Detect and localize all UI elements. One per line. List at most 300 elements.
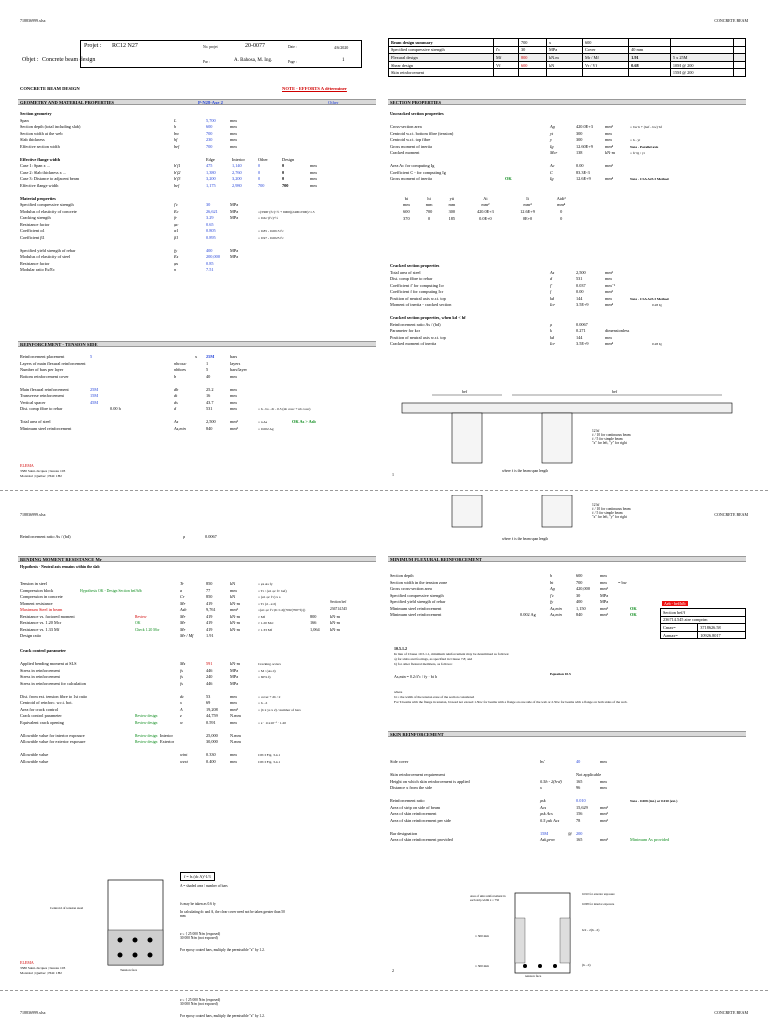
row-label: Reinforcement placement xyxy=(20,354,65,359)
summary-row-extra xyxy=(670,46,733,54)
row-value: 700 xyxy=(206,130,213,136)
row-unit: mm² xyxy=(600,811,608,816)
main-title: CONCRETE BEAM DESIGN xyxy=(20,86,80,91)
row-label: Effective flange width xyxy=(20,156,61,162)
row-label: Crack control parameter xyxy=(20,713,62,718)
row-bar: 15M xyxy=(90,393,99,398)
row-symbol: ρsk xyxy=(540,798,546,803)
row-unit: mm xyxy=(310,169,317,175)
row-symbol: dt xyxy=(174,393,178,398)
firm-name: ELEMA xyxy=(20,463,34,468)
row-value: 419 xyxy=(206,600,213,606)
row-value: 0.00 xyxy=(576,163,584,168)
row-symbol: Mr xyxy=(180,613,186,619)
row-ok: OK As > Asb xyxy=(292,419,316,424)
row-label: Specified compressive strength xyxy=(390,592,444,598)
row-other: 0 xyxy=(258,169,261,175)
row-value: 43.7 xyxy=(206,399,214,405)
row-edge: 3,200 xyxy=(206,176,216,181)
row-label: Main flexural reinforcement xyxy=(20,386,69,392)
row-value: 69 xyxy=(206,700,211,705)
row-symbol: f' xyxy=(550,282,553,288)
row-label: Span xyxy=(20,117,29,123)
row-note: = bw·h + (bef - bw)·hf xyxy=(630,125,662,129)
row-n2: 166 xyxy=(310,620,317,625)
summary-row-unit: kN xyxy=(547,61,583,69)
row-bar: 45M xyxy=(90,399,99,405)
row-note: ≥ Mf xyxy=(258,614,266,619)
row-unit: mm xyxy=(600,759,607,764)
row-label: Minimum steel reinforcement xyxy=(20,425,72,431)
row-symbol: Tr xyxy=(180,581,184,586)
row-label: Uncracked section properties xyxy=(390,111,444,116)
row-symbol: As,min xyxy=(550,612,562,617)
svg-text:bef: bef xyxy=(612,389,618,394)
row-value: 446 xyxy=(206,667,213,673)
row-unit: N.mm xyxy=(230,732,241,738)
crack-figure xyxy=(50,870,305,980)
row-unit: MPa xyxy=(230,208,239,214)
component-row-cell: 370 xyxy=(403,215,410,221)
row-unit: kN xyxy=(230,581,236,586)
component-head-cell: bi xyxy=(404,195,409,201)
summary-row-key-value: 40 mm xyxy=(629,46,671,54)
row-edge: 1,380 xyxy=(206,169,216,175)
summary-row-sym: Mf xyxy=(494,54,519,62)
row-symbol: Ig xyxy=(550,143,554,149)
minflex-side-title: Section bef/f xyxy=(661,609,746,617)
row-unit: mm² xyxy=(600,586,608,591)
row-symbol: b xyxy=(174,373,177,379)
row-note: = 60% fy xyxy=(258,675,272,679)
summary-title: Beam design summary xyxy=(389,39,494,47)
row-note: = (b x ys x 2) / number of bars xyxy=(258,707,301,712)
row-unit: mm xyxy=(605,276,612,281)
row-label: Gross moment of inertia xyxy=(390,143,432,149)
row-note: 0.28 Ig xyxy=(652,303,662,307)
row-value: 0.271 xyxy=(576,328,586,333)
row-label: Design ratio xyxy=(20,633,42,638)
row-unit: mm xyxy=(310,163,317,168)
row-value: 400 xyxy=(576,599,583,604)
row-label: Allowable value xyxy=(20,758,49,764)
row-symbol: b'f3 xyxy=(174,176,181,181)
date-value: 4/6/2020 xyxy=(334,45,349,50)
proj-no-value: 20-0077 xyxy=(245,43,265,49)
row-symbol: Cr xyxy=(180,594,185,599)
row-symbol: y xyxy=(550,137,552,142)
row-label: Compression in concrete xyxy=(20,594,63,599)
row-pre: 236714.545 xyxy=(330,606,348,611)
row-value: 700 xyxy=(206,143,213,149)
row-at: @ xyxy=(568,830,572,836)
by-value: A. Bahosa, M. Ing. xyxy=(234,58,273,63)
row-label: Resistance factor xyxy=(20,221,50,227)
row-symbol: Ag xyxy=(550,124,555,129)
figure-number-1: 1 xyxy=(392,472,394,477)
row-label: Number of bars per layer xyxy=(20,367,64,372)
skin-area-note: Area of skin reinforcement in each strip width x = 750 xyxy=(470,894,506,902)
row-label: Coefficient f' for computing Icr xyxy=(390,282,444,288)
component-row-cell: 0.0E+0 xyxy=(479,215,492,221)
skin-rows xyxy=(390,759,746,844)
row-label: Section width in the tension zone xyxy=(390,579,448,585)
row-value: 0.00 xyxy=(576,289,584,294)
summary-row-extra: 5 x 25M xyxy=(670,54,733,62)
minflex-side-r3-v: 10926.8017 xyxy=(698,631,746,639)
row-value: 0.0067 xyxy=(576,321,588,327)
row-label: Crack control parameter xyxy=(20,648,66,653)
ratio-sym: ρ xyxy=(183,534,186,539)
rebar-rows xyxy=(20,354,376,432)
component-row-cell: 300 xyxy=(448,208,456,214)
row-symbol: kd xyxy=(550,334,555,340)
row-symbol: Es xyxy=(174,254,179,259)
row-symbol: f xyxy=(550,289,552,294)
summary-row-extra: 15M @ 200 xyxy=(670,69,733,77)
row-note: = fr·Ig / yt xyxy=(630,151,645,155)
row-unit: mm xyxy=(310,182,317,188)
row-symbol: fy xyxy=(174,247,178,253)
row-symbol: fr xyxy=(174,215,177,220)
row-value: 138 xyxy=(576,150,583,155)
row-n3: kN·m xyxy=(330,613,341,619)
row-note: = 0.002 Ag xyxy=(258,426,274,431)
row-symbol: z xyxy=(180,713,182,718)
row xyxy=(20,267,376,274)
row-design: 0 xyxy=(282,169,285,175)
row-symbol: bs' xyxy=(540,759,545,764)
clause-eq-label: Equation 10.5 xyxy=(550,672,571,676)
row-symbol: bef xyxy=(174,143,180,149)
component-units xyxy=(395,202,575,209)
row-unit: kN·m xyxy=(230,613,241,619)
row-unit: mm xyxy=(600,785,607,790)
row-label: Modulus of elasticity of steel xyxy=(20,254,71,259)
row-value: 0.895 xyxy=(206,234,216,240)
skin-dim2: ≤ 300 mm xyxy=(475,964,489,968)
component-row-cell: 0E+0 xyxy=(522,215,533,221)
crack-formula: f = fs (dc A)^1/3 xyxy=(180,872,215,881)
ratio-label: Reinforcement ratio As / (bd) xyxy=(20,534,71,539)
cracked-rows xyxy=(390,263,746,348)
summary-row-label: Flexural design xyxy=(389,54,494,62)
row-symbol: b'f2 xyxy=(174,169,181,175)
component-row-cell: 185 xyxy=(448,215,456,221)
row-unit: mm² xyxy=(600,817,608,823)
row-design: 700 xyxy=(282,182,289,188)
row-label: Parameter for kcr xyxy=(390,328,421,333)
rebar-bar xyxy=(18,341,376,347)
component-head-cell: Aidi² xyxy=(556,195,566,201)
row-symbol: fy xyxy=(550,599,554,604)
row-symbol: Mr / Mf xyxy=(180,633,194,638)
row-value: 12.60E+9 xyxy=(576,143,593,149)
row-label: Cracking strength xyxy=(20,215,51,220)
crack-centroid: Centroid of tension steel xyxy=(50,906,84,910)
row-symbol: A xyxy=(180,706,183,712)
row-symbol: As xyxy=(550,269,555,275)
row-note: 0.28 Ig xyxy=(652,342,662,346)
row-note: CPCI Fig. 3.4.1 xyxy=(258,759,281,764)
row-unit: layers xyxy=(230,360,241,366)
row-unit: N.mm xyxy=(230,713,241,718)
row-symbol: Asb xyxy=(180,607,187,612)
crack-tension: Tension face xyxy=(120,968,138,972)
component-head-cell: yti xyxy=(449,195,455,201)
row-label: Section width at the web xyxy=(20,130,63,136)
row xyxy=(390,612,680,619)
skin-face: tension face xyxy=(525,974,542,978)
row-expr: 0.002 Ag xyxy=(520,612,536,617)
row-label: Resistance vs. 1.20 Mcr xyxy=(20,620,62,625)
page-value: 1 xyxy=(342,58,345,63)
row-value: 850 xyxy=(206,581,213,586)
row-value: 0.037 xyxy=(576,282,586,288)
row-unit: kN·m xyxy=(230,661,241,666)
row-unit: bars xyxy=(230,354,238,359)
row-label: Effective flange width xyxy=(20,182,59,188)
row-unit: mm⁴ xyxy=(605,176,614,181)
row-value: 230 xyxy=(206,137,213,142)
row-value: 531 xyxy=(206,406,213,411)
row-unit: mm⁴ xyxy=(605,143,614,149)
row-unit: mm² xyxy=(605,163,613,168)
row-value: 83.3E-3 xyxy=(576,169,590,175)
row-value: 419 xyxy=(206,620,213,625)
clause-head: 10.5.1.2 xyxy=(394,646,407,651)
row-symbol: Ig xyxy=(550,176,554,181)
row-label: Skin reinforcement requirement xyxy=(390,772,445,777)
row-unit: mm xyxy=(230,693,237,699)
proj-no-label: No. projet xyxy=(203,45,218,49)
row-interior: 2,760 xyxy=(232,169,242,175)
row-symbol: Icr xyxy=(550,341,556,346)
row-unit: mm² xyxy=(600,804,608,810)
row-unit: mm² xyxy=(230,419,238,424)
summary-row-label: Shear design xyxy=(389,61,494,69)
file-label: 718836999.xlsx xyxy=(20,18,46,23)
clause-eq: As,min = 0.2√f'c / fy · bt h xyxy=(394,674,437,679)
summary-dim-w: 700 xyxy=(519,39,547,47)
row-unit: MPa xyxy=(230,202,239,207)
row-label: Area Ac for computing Ig xyxy=(390,163,435,168)
crack-rows xyxy=(20,648,376,765)
row-label: Modulus of elasticity of concrete xyxy=(20,208,77,214)
row-label: Modular ratio Es/Ec xyxy=(20,267,55,272)
row-symbol: d xyxy=(174,406,177,411)
row-n2: 800 xyxy=(310,613,317,619)
row-ok: OK xyxy=(505,176,512,181)
row-value: 77 xyxy=(206,587,211,593)
row-symbol: ds xyxy=(174,399,178,405)
row-n3: kN·m xyxy=(330,626,341,632)
row-value: 1 xyxy=(206,360,209,366)
row-symbol: 0.5 ρsk Acs xyxy=(540,817,560,823)
row-symbol: bw xyxy=(174,130,180,136)
row-unit: mm xyxy=(230,124,237,129)
row-value: 40 xyxy=(576,759,581,764)
row-label: Position of neutral axis w.r.t. top xyxy=(390,334,446,340)
row-unit: MPa xyxy=(230,667,239,673)
row-symbol: Ag xyxy=(550,586,555,591)
row-unit: mm xyxy=(230,393,237,398)
file-label-p2: 718836999.xlsx xyxy=(20,512,46,517)
tbeam-cases: 12 hf ℓ / 10 for continuous beam ℓ / 5 for simple beam "x" for left, "y" for right xyxy=(592,429,631,445)
row-value: 0.85 xyxy=(206,260,214,266)
note-title: NOTE - EFFORTS A déterminer xyxy=(282,86,347,91)
row-interior: Interior xyxy=(232,156,245,162)
row-label: Side cover xyxy=(390,759,409,764)
moment-bar-title: BENDING MOMENT RESISTANCE Mr xyxy=(20,557,102,562)
summary-row-sym: Vf xyxy=(494,61,519,69)
row-value: 420,000 xyxy=(576,586,590,591)
row-flag: OK xyxy=(135,621,141,625)
row-label: Moment resistance xyxy=(20,600,53,606)
row-note: ≥ 1.33 Mf xyxy=(258,627,273,632)
row-symbol: 0.5h - 2(h-d) xyxy=(540,778,562,784)
crack-bars-note: For epoxy coated bars, multiply the permissible "z" by 1.2. xyxy=(180,948,265,952)
row-symbol: dc xyxy=(180,693,185,699)
row-symbol: fs xyxy=(180,674,183,679)
component-units-cell: mm xyxy=(403,202,410,208)
row-label: Area of skin reinforcement xyxy=(390,811,437,816)
row xyxy=(390,837,746,844)
geometry-other: Other xyxy=(328,100,339,105)
tbeam-figure xyxy=(392,385,747,480)
row-unit: mm xyxy=(600,579,607,585)
rebar-bar-title: REINFORCEMENT - TENSION SIDE xyxy=(20,342,98,347)
row-unit: mm xyxy=(230,587,237,593)
row-label: Specified yield strength of rebar xyxy=(20,247,76,253)
row-value: 531 xyxy=(576,276,583,281)
row-bar2: 0.00 h xyxy=(110,406,121,411)
component-row-cell: 600 xyxy=(403,208,410,214)
row-value: 591 xyxy=(206,661,213,666)
row-unit: mm xyxy=(605,130,612,136)
row-value: 25,000 xyxy=(206,732,218,738)
row-label: Tension in steel xyxy=(20,581,47,586)
row-symbol: fs xyxy=(180,667,183,673)
row-label: Position of neutral axis w.r.t. top xyxy=(390,295,446,301)
component-head-cell: Ii xyxy=(526,195,529,201)
row-unit: mm xyxy=(605,334,612,340)
summary-row-value: 600 xyxy=(519,61,547,69)
row-note: =(3300·(f'c)^½ + 6900)(2400/2300)^1.5 xyxy=(258,209,315,214)
firm-addr2-p2: Montréal | Québec | H4C 1H2 xyxy=(20,971,62,975)
row-symbol: L xyxy=(174,117,177,123)
row-value: 3.5E+9 xyxy=(576,302,589,307)
row-symbol: nbcouc xyxy=(174,360,187,366)
row-unit: mm xyxy=(230,399,237,405)
row-unit: mm² xyxy=(605,289,613,294)
row-value: 53 xyxy=(206,693,211,699)
row-interior: 1,140 xyxy=(232,163,242,168)
crack-a-note: A = shaded area / number of bars xyxy=(180,884,228,888)
tbeam-span-note-repeat: where ℓ is the beam span length xyxy=(502,537,549,541)
tbeam-drawing xyxy=(392,385,747,480)
project-label: Projet : xyxy=(84,43,102,49)
row-symbol: As xyxy=(174,419,179,424)
row-label: Allowable value for interior exposure xyxy=(20,732,85,738)
row-unit: mm⁴ xyxy=(605,341,614,346)
row-unit: MPa xyxy=(230,254,239,259)
row-value: 96 xyxy=(576,785,581,790)
section-label-p3: CONCRETE BEAM xyxy=(714,1010,748,1015)
row-label: Specified compressive strength xyxy=(20,202,74,207)
row-unit: kN·m xyxy=(230,620,241,625)
component-row-cell: 420.0E+3 xyxy=(476,208,494,214)
date-label: Date : xyxy=(288,45,297,49)
row-label: Specified yield strength of rebar xyxy=(390,599,446,604)
row-label: Material properties xyxy=(20,195,56,201)
row-value: 446 xyxy=(206,680,213,686)
ratio-val: 0.0067 xyxy=(205,534,217,539)
row-note: = 0.97 - 0.0025 f'c xyxy=(258,235,284,240)
geometry-bar xyxy=(18,99,376,105)
minflex-side-r2-k: Cmax= xyxy=(661,624,698,632)
row-unit: mm² xyxy=(605,124,613,129)
row-label: Total area of steel xyxy=(20,419,51,424)
row-value: 9,761 xyxy=(206,607,216,612)
row-symbol: 15M xyxy=(540,830,549,836)
component-table xyxy=(395,195,575,221)
row-n2: 1,064 xyxy=(310,626,320,632)
tbeam-drawing-repeat xyxy=(392,495,747,550)
row-symbol: x xyxy=(180,700,182,705)
row-value: 300 xyxy=(576,137,583,142)
row-value: 30,000 xyxy=(206,739,218,744)
summary-dim-h: 600 xyxy=(582,39,628,47)
row-label: Resistance vs. 1.33 Mf xyxy=(20,626,60,632)
row-label: Bar designation xyxy=(390,830,418,836)
row-flag: Review design xyxy=(135,733,158,738)
row-label: Section geometry xyxy=(20,111,52,116)
skin-int: 0.008 for interior exposure xyxy=(582,902,615,906)
crack-section-drawing xyxy=(100,875,180,975)
uncracked-rows xyxy=(390,111,746,183)
row-value: 840 xyxy=(576,612,583,617)
summary-row-key: Vr / Vf xyxy=(582,61,628,69)
row-symbol: Icr xyxy=(550,302,556,307)
row-note: = φs As fy xyxy=(258,582,273,586)
row-flag: Review xyxy=(135,614,147,619)
row-symbol: β1 xyxy=(174,234,179,240)
row-label: Stress in reinforcement for calculation xyxy=(20,680,86,686)
row-value: 420.0E+3 xyxy=(576,124,593,129)
row-symbol: Mcr xyxy=(550,150,558,155)
row-note: = Tr / (α1 φc f'c bef) xyxy=(258,588,287,593)
row-symbol: w xyxy=(180,719,183,725)
row-value: 16 xyxy=(206,393,211,398)
row-note: Note - CSA A23.3 Method xyxy=(630,177,669,181)
row-pre: Section bef xyxy=(330,600,347,604)
row-label: Resistance vs. factored moment xyxy=(20,613,75,619)
row-label: Resistance factor xyxy=(20,260,50,266)
row-value: 240 xyxy=(206,674,213,679)
component-row-cell: 700 xyxy=(425,208,433,214)
row-symbol: fs xyxy=(180,680,183,686)
summary-row-unit: MPa xyxy=(547,46,583,54)
row-interior: 2,980 xyxy=(232,182,242,188)
moment-bar xyxy=(18,556,376,562)
row-note: = 0.85 - 0.0015 f'c xyxy=(258,229,284,233)
row-bar: 25M xyxy=(90,386,99,392)
row-label: Section depth (total including slab) xyxy=(20,124,81,129)
row-flag: Hypothesis OK - Design Section bef/hfb xyxy=(80,588,142,593)
row-label: Reinforcement ratio As / (bd) xyxy=(390,321,441,327)
row-value: 0.65 xyxy=(206,221,214,227)
